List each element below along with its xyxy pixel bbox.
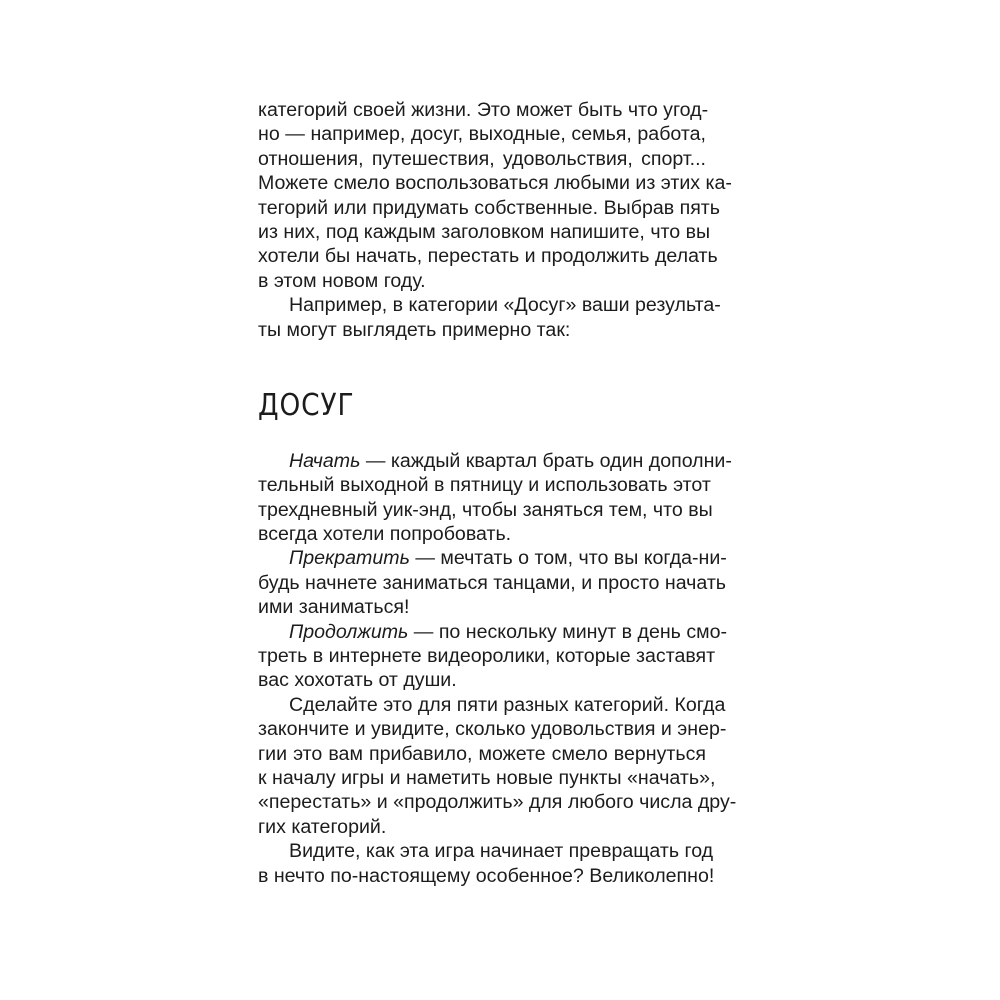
example-paragraph — [258, 293, 721, 342]
continue-paragraph — [258, 620, 728, 693]
text-line: к началу игры и наметить новые пункты «начать», — [258, 766, 716, 789]
text-line: «перестать» и «продолжить» для любого числа дру- — [258, 791, 737, 814]
stop-paragraph — [258, 546, 727, 619]
start-text: — каждый квартал брать один дополни- — [360, 449, 732, 472]
text-line: вас хохотать от души. — [258, 669, 457, 692]
start-paragraph — [258, 449, 732, 547]
text-line: тельный выходной в пятницу и использовать этот — [258, 474, 711, 497]
continue-text: — по нескольку минут в день смо- — [408, 620, 728, 643]
section-heading: ДОСУГ — [258, 387, 355, 423]
text-line: закончите и увидите, сколько удовольствия и энер- — [258, 718, 727, 741]
text-line: ты могут выглядеть примерно так: — [258, 318, 571, 341]
text-line: Например, в категории «Досуг» ваши результа- — [289, 294, 721, 317]
text-line: хотели бы начать, перестать и продолжить делать — [258, 245, 718, 268]
text-line: треть в интернете видеоролики, которые заставят — [258, 645, 716, 668]
start-label: Начать — [289, 449, 361, 472]
text-line: категорий своей жизни. Это может быть что угод- — [258, 99, 709, 121]
text-line: но — например, досуг, выходные, семья, работа, — [258, 123, 706, 146]
text-line — [258, 546, 727, 570]
closing-paragraph — [258, 693, 737, 839]
text-line: в нечто по-настоящему особенное? Великолепно! — [258, 864, 715, 887]
text-line: из них, под каждым заголовком напишите, что вы — [258, 220, 711, 243]
text-line — [258, 449, 732, 473]
stop-text: — мечтать о том, что вы когда-ни- — [409, 547, 727, 570]
text-line: Можете смело воспользоваться любыми из этих ка- — [258, 172, 732, 195]
text-line: тегорий или придумать собственные. Выбрав пять — [258, 196, 720, 219]
book-page — [258, 98, 737, 888]
stop-label: Прекратить — [289, 547, 410, 570]
text-line: Видите, как эта игра начинает превращать год — [289, 840, 714, 863]
text-line: будь начнете заниматься танцами, и просто начать — [258, 571, 727, 594]
intro-paragraph — [258, 98, 732, 293]
text-line: гих категорий. — [258, 815, 387, 838]
continue-label: Продолжить — [289, 620, 409, 643]
text-line: гии это вам прибавило, можете смело вернуться — [258, 742, 706, 765]
text-line: трехдневный уик-энд, чтобы заняться тем, что вы — [258, 498, 713, 521]
text-line: всегда хотели попробовать. — [258, 523, 512, 546]
text-line: отношения, путешествия, удовольствия, спорт... — [258, 147, 706, 170]
text-line: ими заниматься! — [258, 596, 410, 619]
text-line: Сделайте это для пяти разных категорий. Когда — [289, 693, 726, 716]
final-paragraph — [258, 839, 715, 888]
text-line: в этом новом году. — [258, 269, 426, 292]
text-line — [258, 620, 728, 644]
